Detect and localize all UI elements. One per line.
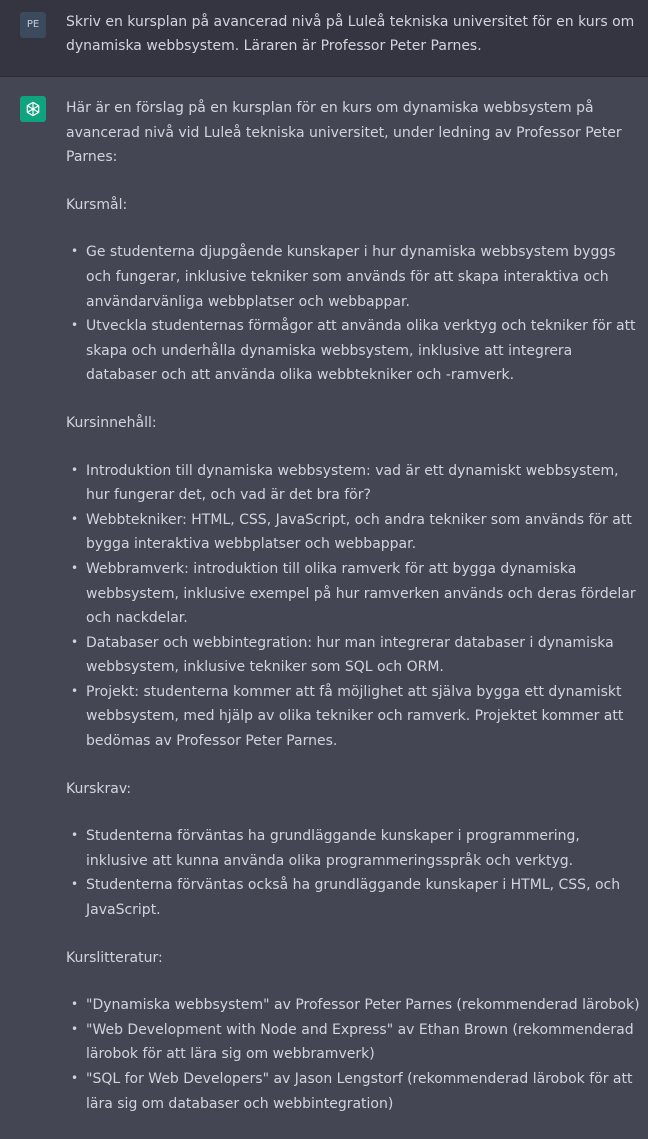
list-item: • Utveckla studenternas förmågor att använda olika verktyg och tekniker för att skapa och underhålla dynamiska webbsystem, inklusive att integrera databaser och att använda olika webbtekniker och -ramverk.	[86, 314, 644, 388]
list-item: • Introduktion till dynamiska webbsystem: vad är ett dynamiskt webbsystem, hur fungerar det, och vad är det bra för?	[86, 459, 644, 508]
list-item: • Studenterna förväntas också ha grundläggande kunskaper i HTML, CSS, och JavaScript.	[86, 873, 644, 922]
list-item: • Webbtekniker: HTML, CSS, JavaScript, och andra tekniker som används för att bygga interaktiva webbplatser och webbappar.	[86, 508, 644, 557]
section-heading-kursmal: Kursmål:	[66, 196, 128, 213]
list-item: • Webbramverk: introduktion till olika ramverk för att bygga dynamiska webbsystem, inklusive exempel på hur ramverken används och deras fördelar och nackdelar.	[86, 557, 644, 631]
section-heading-kursinnehall: Kursinnehåll:	[66, 414, 157, 431]
section-heading-kurskrav: Kurskrav:	[66, 780, 132, 797]
section-heading-kurslitteratur: Kurslitteratur:	[66, 949, 163, 966]
section-list-kurslitteratur	[66, 993, 644, 1116]
list-item: • "SQL for Web Developers" av Jason Lengstorf (rekommenderad lärobok för att lära sig om databaser och webbintegration)	[86, 1067, 644, 1116]
user-message-row	[0, 0, 648, 77]
user-message-text: Skriv en kursplan på avancerad nivå på Luleå tekniska universitet för en kurs om dynamiska webbsystem. Läraren är Professor Peter Parnes.	[66, 14, 635, 54]
section-list-kursmal	[66, 240, 644, 388]
user-avatar: PE	[20, 12, 46, 38]
assistant-message-content	[66, 96, 644, 1139]
section-list-kurskrav	[66, 824, 644, 922]
list-item: • Ge studenterna djupgående kunskaper i hur dynamiska webbsystem byggs och fungerar, inklusive tekniker som används för att skapa interaktiva och användarvänliga webbplatser och webbappar.	[86, 240, 644, 314]
assistant-intro: Här är en förslag på en kursplan för en kurs om dynamiska webbsystem på avancerad nivå vid Luleå tekniska universitet, under ledning av Professor Peter Parnes:	[66, 100, 622, 166]
section-list-kursinnehall	[66, 459, 644, 754]
list-item: • Studenterna förväntas ha grundläggande kunskaper i programmering, inklusive att kunna använda olika programmeringsspråk och verktyg.	[86, 824, 644, 873]
list-item: • Databaser och webbintegration: hur man integrerar databaser i dynamiska webbsystem, inklusive tekniker som SQL och ORM.	[86, 631, 644, 680]
openai-logo-icon	[24, 100, 42, 118]
list-item: • "Dynamiska webbsystem" av Professor Peter Parnes (rekommenderad lärobok)	[86, 993, 644, 1018]
list-item: • Projekt: studenterna kommer att få möjlighet att själva bygga ett dynamiskt webbsystem, med hjälp av olika tekniker och ramverk. Projektet kommer att bedömas av Professor Peter Parnes.	[86, 680, 644, 754]
assistant-avatar	[20, 96, 46, 122]
list-item: • "Web Development with Node and Express" av Ethan Brown (rekommenderad lärobok för att lära sig om webbramverk)	[86, 1018, 644, 1067]
assistant-message-row	[0, 77, 648, 1112]
